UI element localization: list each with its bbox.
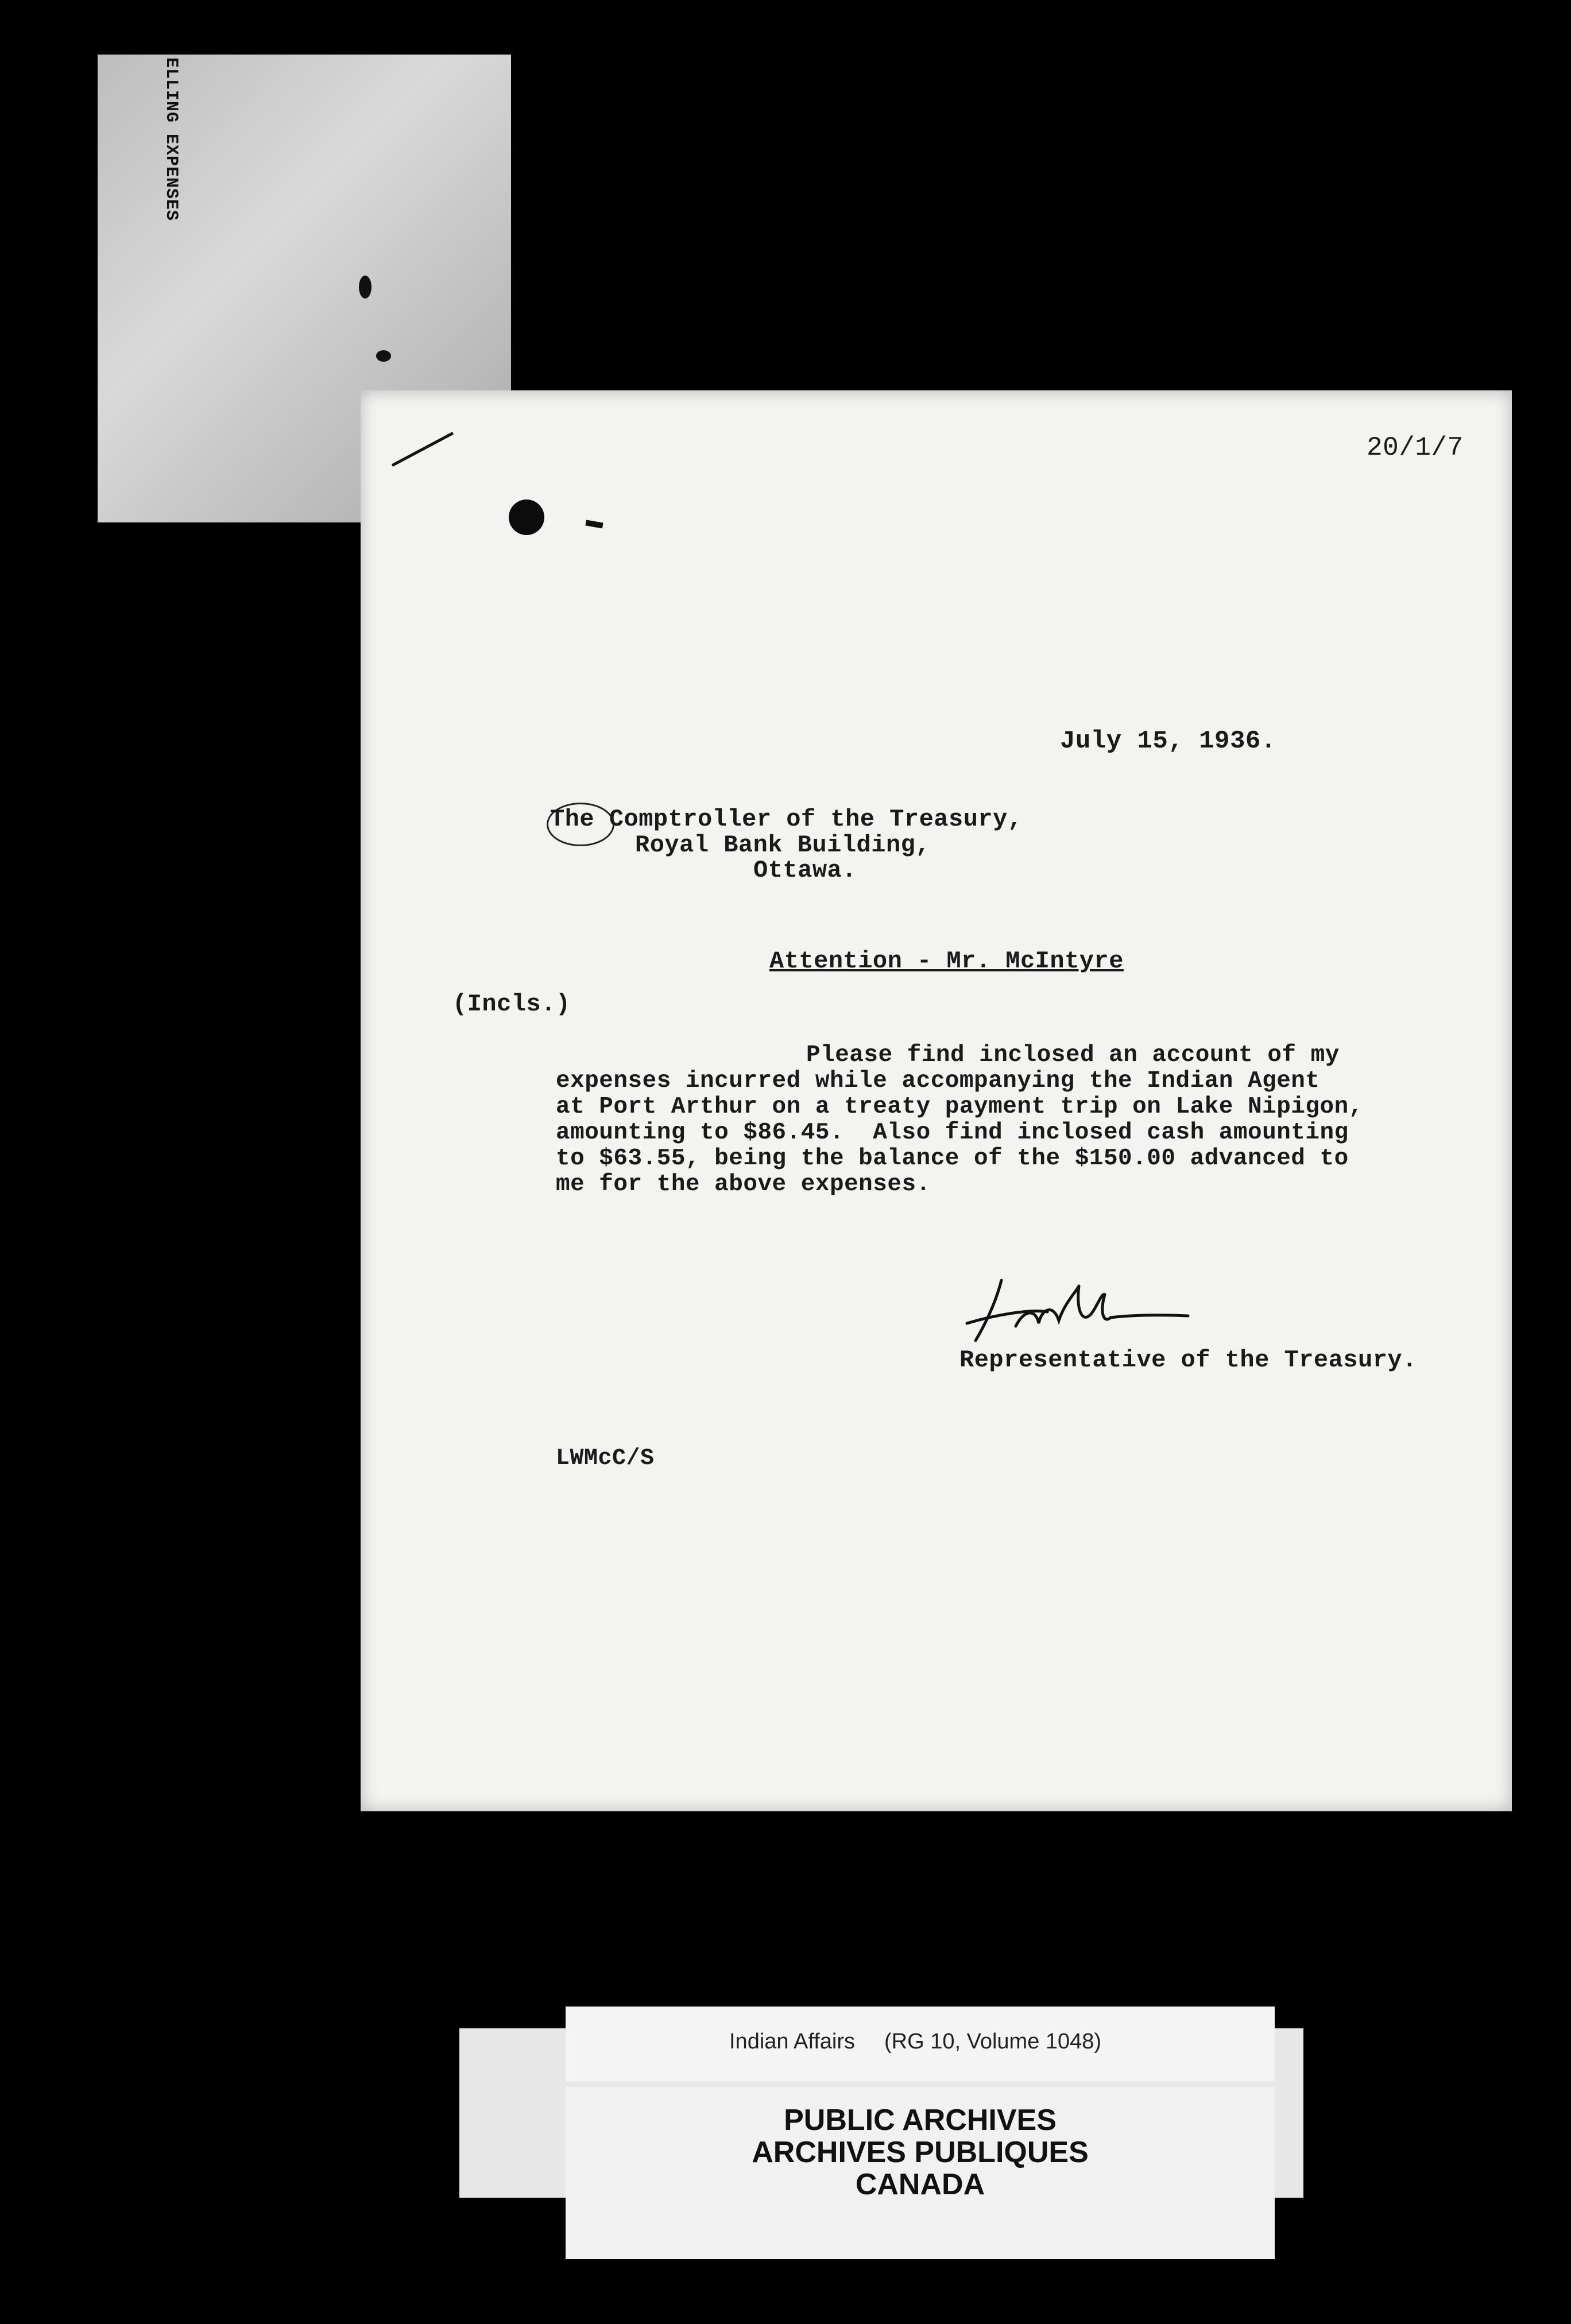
- address-line: The Comptroller of the Treasury,: [550, 805, 1023, 833]
- ink-mark: [585, 520, 603, 528]
- pencil-mark: [392, 432, 454, 467]
- stamp-line: PUBLIC ARCHIVES: [784, 2104, 1057, 2137]
- file-reference: 20/1/7: [1367, 433, 1464, 463]
- letter-page: [361, 390, 1512, 1811]
- letter-date: July 15, 1936.: [1060, 727, 1276, 756]
- address-line: Royal Bank Building,: [635, 831, 931, 859]
- collection-name: Indian Affairs: [729, 2029, 856, 2054]
- enclosures-note: (Incls.): [452, 990, 571, 1018]
- folder-tab-label: ELLING EXPENSES: [161, 57, 181, 222]
- archive-stamp: [566, 2087, 1275, 2259]
- typist-initials: LWMcC/S: [556, 1446, 655, 1471]
- body-line: me for the above expenses.: [556, 1171, 931, 1198]
- handwritten-signature: [961, 1269, 1191, 1355]
- body-line: at Port Arthur on a treaty payment trip on Lake Nipigon,: [556, 1094, 1363, 1120]
- body-line: expenses incurred while accompanying the Indian Agent: [556, 1068, 1320, 1094]
- label-collection-strip: [566, 2007, 1275, 2081]
- ink-blot: [359, 276, 372, 299]
- punch-hole: [509, 499, 544, 535]
- body-line: amounting to $86.45. Also find inclosed cash amounting: [556, 1120, 1349, 1146]
- attention-line: Attention - Mr. McIntyre: [769, 947, 1124, 975]
- collection-reference: (RG 10, Volume 1048): [884, 2029, 1102, 2054]
- stamp-line: ARCHIVES PUBLIQUES: [752, 2136, 1089, 2169]
- stamp-line: CANADA: [855, 2168, 985, 2201]
- body-line: to $63.55, being the balance of the $150.00 advanced to: [556, 1145, 1349, 1172]
- body-line: Please find inclosed an account of my: [806, 1042, 1340, 1068]
- ink-blot: [376, 350, 391, 362]
- address-line: Ottawa.: [753, 857, 857, 884]
- signature-title: Representative of the Treasury.: [959, 1346, 1417, 1374]
- archive-label: [459, 2007, 1303, 2265]
